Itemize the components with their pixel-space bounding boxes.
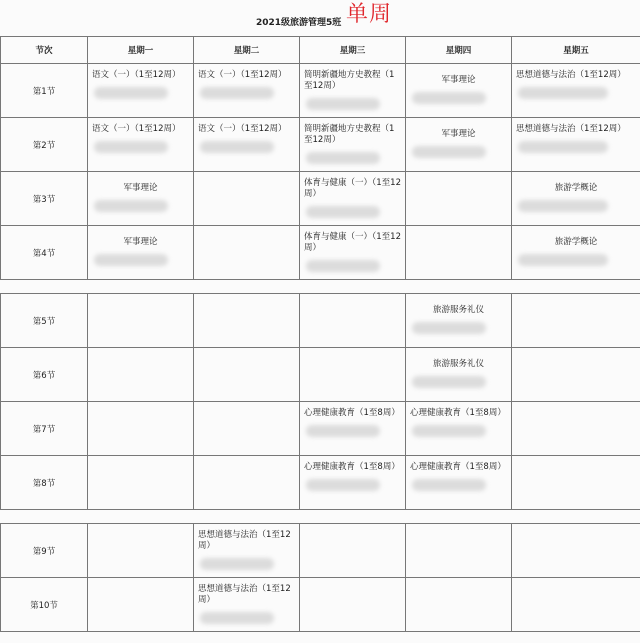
period-label: 第3节 bbox=[1, 172, 88, 226]
course-name: 旅游学概论 bbox=[554, 237, 598, 247]
course-cell bbox=[300, 64, 406, 118]
course-cell bbox=[300, 348, 406, 402]
course-cell bbox=[300, 294, 406, 348]
course-cell bbox=[406, 64, 512, 118]
course-cell bbox=[512, 524, 640, 578]
redacted-teacher bbox=[412, 146, 486, 158]
course-cell bbox=[406, 172, 512, 226]
course-cell bbox=[300, 172, 406, 226]
title-row bbox=[0, 2, 640, 34]
redacted-teacher bbox=[518, 200, 608, 212]
period-row bbox=[1, 118, 640, 172]
redacted-teacher bbox=[200, 141, 274, 153]
course-cell bbox=[88, 402, 194, 456]
gap-cell bbox=[1, 510, 640, 524]
course-name: 思想道德与法治（1至12周） bbox=[516, 70, 626, 80]
header-friday: 星期五 bbox=[512, 37, 640, 64]
course-name: 心理健康教育（1至8周） bbox=[304, 462, 400, 472]
course-cell bbox=[194, 118, 300, 172]
course-cell bbox=[88, 226, 194, 280]
period-row bbox=[1, 524, 640, 578]
period-label: 第6节 bbox=[1, 348, 88, 402]
period-row bbox=[1, 294, 640, 348]
course-name: 体育与健康（一）（1至12周） bbox=[304, 178, 401, 199]
course-name: 旅游服务礼仪 bbox=[432, 305, 484, 315]
redacted-teacher bbox=[518, 87, 608, 99]
course-cell bbox=[88, 456, 194, 510]
period-label: 第7节 bbox=[1, 402, 88, 456]
course-cell bbox=[300, 578, 406, 632]
course-cell bbox=[406, 402, 512, 456]
course-cell bbox=[406, 348, 512, 402]
redacted-teacher bbox=[94, 200, 168, 212]
period-label: 第8节 bbox=[1, 456, 88, 510]
redacted-teacher bbox=[306, 206, 380, 218]
course-name: 语文（一）（1至12周） bbox=[198, 124, 287, 134]
header-tuesday: 星期二 bbox=[194, 37, 300, 64]
course-name: 心理健康教育（1至8周） bbox=[410, 408, 506, 418]
redacted-teacher bbox=[518, 141, 608, 153]
course-cell bbox=[512, 118, 640, 172]
gap-row bbox=[1, 510, 640, 524]
redacted-teacher bbox=[412, 92, 486, 104]
course-name: 心理健康教育（1至8周） bbox=[304, 408, 400, 418]
redacted-teacher bbox=[306, 260, 380, 272]
course-name: 军事理论 bbox=[441, 129, 476, 139]
period-row bbox=[1, 64, 640, 118]
header-thursday: 星期四 bbox=[406, 37, 512, 64]
period-label: 第4节 bbox=[1, 226, 88, 280]
course-name: 语文（一）（1至12周） bbox=[92, 70, 181, 80]
course-name: 简明新疆地方史教程（1至12周） bbox=[304, 70, 395, 91]
schedule-table bbox=[0, 36, 640, 632]
course-name: 语文（一）（1至12周） bbox=[92, 124, 181, 134]
header-slot: 节次 bbox=[1, 37, 88, 64]
redacted-teacher bbox=[412, 425, 486, 437]
course-cell bbox=[194, 64, 300, 118]
redacted-teacher bbox=[200, 87, 274, 99]
redacted-teacher bbox=[94, 141, 168, 153]
course-cell bbox=[88, 172, 194, 226]
timetable-title: 2021级旅游管理5班 bbox=[256, 18, 342, 28]
course-name: 思想道德与法治（1至12周） bbox=[516, 124, 626, 134]
course-cell bbox=[512, 456, 640, 510]
course-name: 旅游学概论 bbox=[554, 183, 598, 193]
week-type-label: 单周 bbox=[346, 2, 393, 27]
course-cell bbox=[88, 524, 194, 578]
course-name: 军事理论 bbox=[441, 75, 476, 85]
course-cell bbox=[512, 348, 640, 402]
redacted-teacher bbox=[306, 152, 380, 164]
gap-cell bbox=[1, 280, 640, 294]
course-name: 旅游服务礼仪 bbox=[432, 359, 484, 369]
redacted-teacher bbox=[94, 87, 168, 99]
redacted-teacher bbox=[94, 254, 168, 266]
course-cell bbox=[300, 524, 406, 578]
redacted-teacher bbox=[306, 98, 380, 110]
course-cell bbox=[406, 118, 512, 172]
course-cell bbox=[300, 402, 406, 456]
course-cell bbox=[88, 294, 194, 348]
period-label: 第1节 bbox=[1, 64, 88, 118]
course-cell bbox=[300, 226, 406, 280]
course-cell bbox=[194, 456, 300, 510]
period-row bbox=[1, 348, 640, 402]
course-name: 思想道德与法治（1至12周） bbox=[198, 530, 291, 551]
period-row bbox=[1, 172, 640, 226]
course-cell bbox=[88, 64, 194, 118]
course-cell bbox=[512, 402, 640, 456]
course-cell bbox=[406, 456, 512, 510]
course-cell bbox=[406, 578, 512, 632]
course-name: 思想道德与法治（1至12周） bbox=[198, 584, 291, 605]
redacted-teacher bbox=[200, 612, 274, 624]
course-cell bbox=[194, 578, 300, 632]
period-row bbox=[1, 402, 640, 456]
redacted-teacher bbox=[306, 425, 380, 437]
redacted-teacher bbox=[412, 322, 486, 334]
course-name: 语文（一）（1至12周） bbox=[198, 70, 287, 80]
period-label: 第9节 bbox=[1, 524, 88, 578]
redacted-teacher bbox=[200, 558, 274, 570]
redacted-teacher bbox=[412, 479, 486, 491]
redacted-teacher bbox=[518, 254, 608, 266]
course-cell bbox=[88, 118, 194, 172]
period-label: 第5节 bbox=[1, 294, 88, 348]
period-label: 第2节 bbox=[1, 118, 88, 172]
course-cell bbox=[194, 402, 300, 456]
course-name: 心理健康教育（1至8周） bbox=[410, 462, 506, 472]
course-cell bbox=[406, 294, 512, 348]
header-wednesday: 星期三 bbox=[300, 37, 406, 64]
course-name: 简明新疆地方史教程（1至12周） bbox=[304, 124, 395, 145]
course-cell bbox=[512, 578, 640, 632]
redacted-teacher bbox=[412, 376, 486, 388]
course-cell bbox=[194, 226, 300, 280]
course-cell bbox=[300, 456, 406, 510]
course-cell bbox=[300, 118, 406, 172]
course-cell bbox=[406, 524, 512, 578]
period-row bbox=[1, 578, 640, 632]
course-name: 军事理论 bbox=[123, 237, 158, 247]
course-cell bbox=[512, 172, 640, 226]
header-row bbox=[1, 37, 640, 64]
course-cell bbox=[194, 294, 300, 348]
course-cell bbox=[88, 578, 194, 632]
course-cell bbox=[194, 172, 300, 226]
period-row bbox=[1, 226, 640, 280]
course-name: 体育与健康（一）（1至12周） bbox=[304, 232, 401, 253]
course-cell bbox=[406, 226, 512, 280]
course-name: 军事理论 bbox=[123, 183, 158, 193]
header-monday: 星期一 bbox=[88, 37, 194, 64]
course-cell bbox=[512, 226, 640, 280]
course-cell bbox=[512, 294, 640, 348]
period-row bbox=[1, 456, 640, 510]
course-cell bbox=[194, 348, 300, 402]
course-cell bbox=[194, 524, 300, 578]
period-label: 第10节 bbox=[1, 578, 88, 632]
redacted-teacher bbox=[306, 479, 380, 491]
gap-row bbox=[1, 280, 640, 294]
course-cell bbox=[88, 348, 194, 402]
course-cell bbox=[512, 64, 640, 118]
